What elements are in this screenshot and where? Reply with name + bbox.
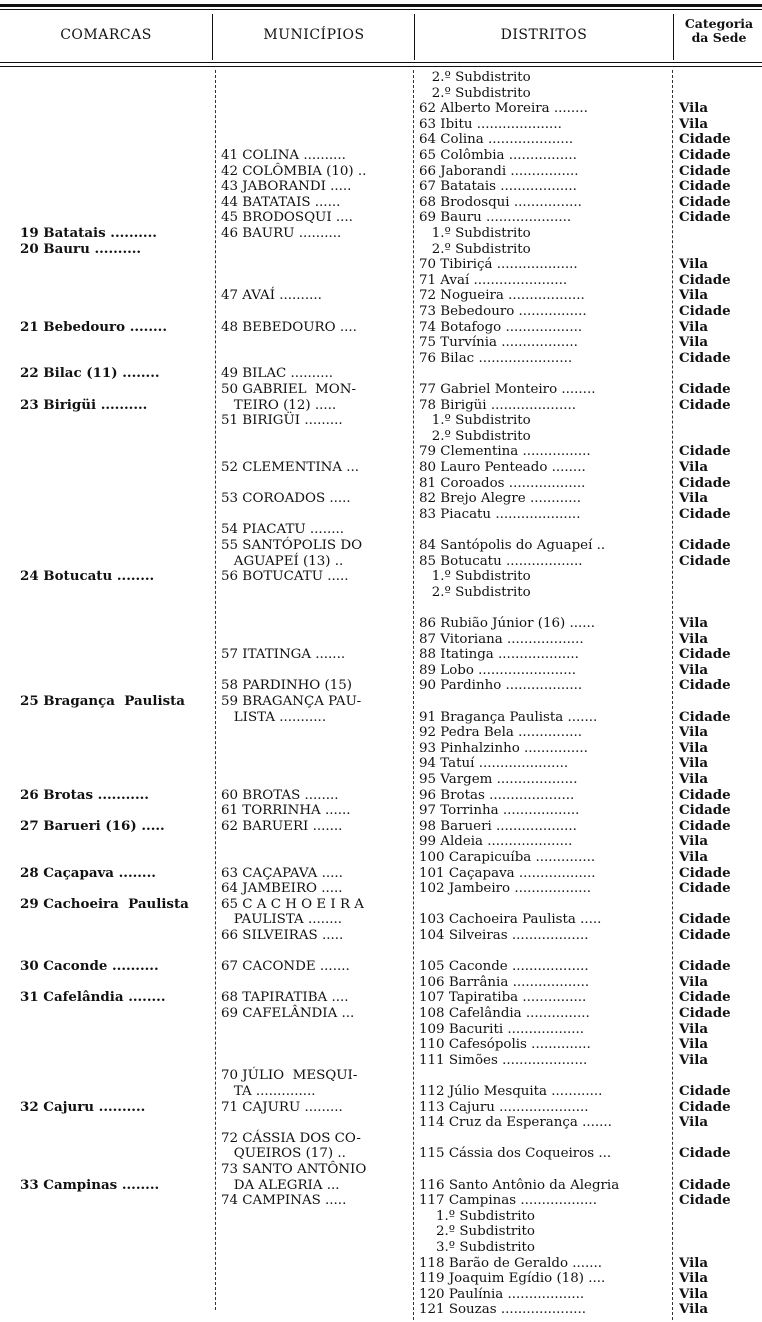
municipio-cell: 60 BROTAS ........ [221,787,339,803]
categoria-cell: Cidade [679,381,731,397]
distrito-cell: 89 Lobo ....................... [419,662,577,678]
municipio-cell: 65 C A C H O E I R A [221,896,364,912]
comarca-cell: 33 Campinas ........ [20,1176,160,1193]
comarca-cell: 25 Bragança Paulista [20,693,185,709]
categoria-cell: Vila [679,1114,709,1131]
categoria-cell: Cidade [679,864,731,881]
categoria-cell: Cidade [679,162,731,179]
distrito-cell: 117 Campinas .................. [419,1193,597,1209]
categoria-cell: Cidade [679,1145,731,1162]
municipio-cell: 59 BRAGANÇA PAU- [221,694,362,709]
distrito-cell: 63 Ibitu .................... [419,116,562,132]
municipio-cell: 72 CÁSSIA DOS CO- [221,1130,361,1146]
municipio-cell: 62 BARUERI ....... [221,818,343,834]
categoria-cell: Vila [679,490,709,507]
categoria-cell: Cidade [679,646,731,663]
municipio-cell: 56 BOTUCATU ..... [221,569,349,585]
column-divider-municipios [414,14,415,60]
distrito-cell: 121 Souzas .................... [419,1302,586,1318]
distrito-cell: 95 Vargem ................... [419,772,578,787]
municipio-cell: 73 SANTO ANTÔNIO [221,1162,367,1177]
municipio-cell: LISTA ........... [221,709,327,725]
municipio-cell: 58 PARDINHO (15) [221,678,352,694]
comarca-cell: 26 Brotas ........... [20,786,149,803]
comarca-cell: 28 Caçapava ........ [20,864,156,881]
header-distritos: DISTRITOS [500,27,588,43]
distrito-cell: 3.º Subdistrito [419,1240,535,1255]
distrito-cell: 112 Júlio Mesquita ............ [419,1084,603,1099]
distrito-cell: 62 Alberto Moreira ........ [419,101,588,117]
municipio-cell: 71 CAJURU ......... [221,1099,343,1115]
distrito-cell: 2.º Subdistrito [419,1224,535,1240]
categoria-cell: Cidade [679,303,731,319]
municipio-cell: 50 GABRIEL MON- [221,382,356,397]
municipio-cell: 47 AVAÍ .......... [221,288,322,304]
municipio-cell: QUEIROS (17) .. [221,1146,346,1162]
distrito-cell: 81 Coroados .................. [419,475,586,491]
categoria-cell: Vila [679,100,709,117]
distrito-cell: 77 Gabriel Monteiro ........ [419,382,596,397]
distrito-cell: 115 Cássia dos Coqueiros ... [419,1146,612,1162]
categoria-cell: Cidade [679,552,731,569]
categoria-cell: Cidade [679,474,731,491]
municipio-cell: 64 JAMBEIRO ..... [221,881,343,897]
categoria-cell: Vila [679,318,709,335]
categoria-cell: Vila [679,771,709,787]
column-dots-comarcas [215,70,216,1310]
header-categoria: Categoria da Sede [684,16,754,45]
comarca-cell: 27 Barueri (16) ..... [20,817,165,834]
distrito-cell: 120 Paulínia .................. [419,1286,585,1302]
comarca-cell: 19 Batatais .......... [20,225,157,241]
distrito-cell: 1.º Subdistrito [419,1208,535,1224]
comarca-cell: 20 Bauru .......... [20,240,142,257]
categoria-cell: Vila [679,833,709,850]
categoria-cell: Vila [679,1036,709,1053]
distrito-cell: 86 Rubião Júnior (16) ...... [419,616,596,631]
categoria-cell: Cidade [679,880,731,897]
categoria-cell: Vila [679,1020,709,1037]
municipio-cell: 61 TORRINHA ...... [221,803,351,819]
distrito-cell: 116 Santo Antônio da Alegria [419,1177,620,1193]
column-dots-distritos [672,70,673,1320]
distrito-cell: 74 Botafogo .................. [419,319,583,335]
distrito-cell: 75 Turvínia .................. [419,335,578,351]
categoria-cell: Vila [679,334,709,351]
distrito-cell: 76 Bilac ...................... [419,350,573,366]
comarca-cell: 22 Bilac (11) ........ [20,365,160,382]
categoria-cell: Cidade [679,708,731,725]
categoria-cell: Cidade [679,349,731,366]
categoria-cell: Cidade [679,927,731,943]
municipio-cell: 43 JABORANDI ..... [221,179,352,195]
categoria-cell: Cidade [679,505,731,522]
comarca-cell: 23 Birigüi .......... [20,396,148,413]
column-dots-municipios [413,70,414,1320]
municipio-cell: TA .............. [221,1084,316,1099]
categoria-cell: Cidade [679,209,731,226]
distrito-cell: 114 Cruz da Esperança ....... [419,1115,612,1131]
distrito-cell: 108 Cafelândia ............... [419,1006,590,1021]
municipio-cell: 68 TAPIRATIBA .... [221,990,349,1006]
distrito-cell: 1.º Subdistrito [419,569,531,585]
top-rule-thin [0,9,762,10]
municipio-cell: 66 SILVEIRAS ..... [221,928,344,943]
distrito-cell: 85 Botucatu .................. [419,553,583,569]
municipio-cell: 53 COROADOS ..... [221,491,351,507]
categoria-cell: Vila [679,724,709,741]
municipio-cell: 41 COLINA .......... [221,148,346,163]
categoria-cell: Cidade [679,911,731,928]
categoria-cell: Vila [679,973,709,990]
categoria-cell: Vila [679,1270,709,1287]
distrito-cell: 101 Caçapava .................. [419,865,596,881]
municipio-cell: 44 BATATAIS ...... [221,194,341,210]
distrito-cell: 119 Joaquim Egídio (18) .... [419,1271,606,1287]
distrito-cell: 83 Piacatu .................... [419,506,581,522]
distrito-cell: 105 Caconde .................. [419,959,589,975]
municipio-cell: 46 BAURU .......... [221,226,342,241]
distrito-cell: 73 Bebedouro ................ [419,304,587,319]
distrito-cell: 67 Batatais .................. [419,179,577,195]
distrito-cell: 88 Itatinga ................... [419,647,579,663]
distrito-cell: 2.º Subdistrito [419,428,531,444]
comarca-cell: 30 Caconde .......... [20,958,159,975]
distrito-cell: 69 Bauru .................... [419,210,572,226]
categoria-cell: Vila [679,1285,709,1302]
header-rule-2 [0,66,762,67]
distrito-cell: 100 Carapicuíba .............. [419,850,596,865]
categoria-cell: Cidade [679,443,731,460]
categoria-cell: Cidade [679,193,731,210]
categoria-cell: Cidade [679,802,731,819]
distrito-cell: 106 Barrânia .................. [419,974,590,990]
distrito-cell: 68 Brodosqui ................ [419,194,582,210]
categoria-cell: Cidade [679,1083,731,1099]
categoria-cell: Vila [679,459,709,475]
municipio-cell: TEIRO (12) ..... [221,397,337,413]
distrito-cell: 64 Colina .................... [419,132,574,148]
municipio-cell: 63 CAÇAPAVA ..... [221,865,343,881]
distrito-cell: 71 Avaí ...................... [419,272,568,288]
categoria-cell: Vila [679,1051,709,1068]
categoria-cell: Cidade [679,1098,731,1115]
distrito-cell: 93 Pinhalzinho ............... [419,740,588,756]
municipio-cell: AGUAPEÍ (13) .. [221,553,344,569]
distrito-cell: 1.º Subdistrito [419,226,531,241]
comarca-cell: 29 Cachoeira Paulista [20,895,189,912]
municipio-cell: PAULISTA ........ [221,912,343,928]
distrito-cell: 99 Aldeia .................... [419,834,573,850]
municipio-cell: 54 PIACATU ........ [221,522,344,538]
distrito-cell: 2.º Subdistrito [419,85,531,101]
distrito-cell: 97 Torrinha .................. [419,803,580,819]
categoria-cell: Vila [679,287,709,304]
categoria-cell: Cidade [679,396,731,413]
top-rule-thick [0,4,762,7]
distrito-cell: 78 Birigüi .................... [419,397,576,413]
municipio-cell: 52 CLEMENTINA ... [221,460,360,475]
categoria-cell: Vila [679,661,709,678]
categoria-cell: Cidade [679,1005,731,1021]
categoria-cell: Cidade [679,817,731,834]
header-rule-1 [0,62,762,63]
distrito-cell: 66 Jaborandi ................ [419,163,579,179]
header-municipios: MUNICÍPIOS [263,27,365,43]
distrito-cell: 2.º Subdistrito [419,241,531,257]
categoria-cell: Cidade [679,131,731,148]
header-comarcas: COMARCAS [60,27,152,43]
categoria-cell: Cidade [679,178,731,195]
municipio-cell: DA ALEGRIA ... [221,1177,340,1193]
categoria-cell: Vila [679,1301,709,1318]
municipio-cell: 48 BEBEDOURO .... [221,319,357,335]
municipio-cell: 49 BILAC .......... [221,366,334,382]
distrito-cell: 79 Clementina ................ [419,444,591,460]
distrito-cell: 102 Jambeiro .................. [419,881,591,897]
categoria-cell: Cidade [679,1192,731,1209]
distrito-cell: 113 Cajuru ..................... [419,1099,589,1115]
distrito-cell: 2.º Subdistrito [419,70,531,85]
municipio-cell: 74 CAMPINAS ..... [221,1193,347,1209]
comarca-cell: 32 Cajuru .......... [20,1098,146,1115]
distrito-cell: 92 Pedra Bela ............... [419,725,582,741]
categoria-cell: Cidade [679,786,731,803]
categoria-cell: Cidade [679,677,731,694]
distrito-cell: 110 Cafesópolis .............. [419,1037,591,1053]
distrito-cell: 104 Silveiras .................. [419,928,589,943]
municipio-cell: 55 SANTÓPOLIS DO [221,538,363,553]
categoria-cell: Cidade [679,147,731,163]
municipio-cell: 51 BIRIGÜI ......... [221,413,343,429]
distrito-cell: 87 Vitoriana .................. [419,631,584,647]
distrito-cell: 84 Santópolis do Aguapeí .. [419,538,606,553]
comarca-cell: 21 Bebedouro ........ [20,318,167,335]
municipio-cell: 67 CACONDE ....... [221,959,350,975]
distrito-cell: 72 Nogueira .................. [419,288,585,304]
distrito-cell: 65 Colômbia ................ [419,148,577,163]
distrito-cell: 70 Tibiriçá ................... [419,257,578,273]
distrito-cell: 98 Barueri ................... [419,818,577,834]
distrito-cell: 118 Barão de Geraldo ....... [419,1255,603,1271]
comarca-cell: 24 Botucatu ........ [20,568,155,585]
categoria-cell: Vila [679,256,709,273]
distrito-cell: 2.º Subdistrito [419,584,531,600]
categoria-cell: Cidade [679,271,731,288]
municipio-cell: 45 BRODOSQUI .... [221,210,353,226]
categoria-cell: Vila [679,115,709,132]
distrito-cell: 82 Brejo Alegre ............ [419,491,582,507]
municipio-cell: 69 CAFELÂNDIA ... [221,1006,355,1021]
column-divider-distritos [673,14,674,60]
distrito-cell: 111 Simões .................... [419,1052,588,1068]
municipio-cell: 70 JÚLIO MESQUI- [221,1068,358,1084]
categoria-cell: Vila [679,755,709,772]
categoria-cell: Vila [679,615,709,631]
categoria-cell: Vila [679,849,709,865]
distrito-cell: 91 Bragança Paulista ....... [419,709,598,725]
comarca-cell: 31 Cafelândia ........ [20,989,166,1006]
distrito-cell: 107 Tapiratiba ............... [419,990,587,1006]
distrito-cell: 94 Tatuí ..................... [419,756,569,772]
municipio-cell: 57 ITATINGA ....... [221,647,346,663]
categoria-cell: Cidade [679,1176,731,1193]
distrito-cell: 103 Cachoeira Paulista ..... [419,912,602,928]
distrito-cell: 1.º Subdistrito [419,413,531,429]
distrito-cell: 96 Brotas .................... [419,787,575,803]
column-divider-comarcas [212,14,213,60]
categoria-cell: Vila [679,630,709,647]
categoria-cell: Cidade [679,958,731,975]
distrito-cell: 109 Bacuriti .................. [419,1021,584,1037]
categoria-cell: Cidade [679,537,731,553]
categoria-cell: Vila [679,739,709,756]
categoria-cell: Cidade [679,989,731,1006]
categoria-cell: Vila [679,1254,709,1271]
distrito-cell: 80 Lauro Penteado ........ [419,460,586,475]
distrito-cell: 90 Pardinho .................. [419,678,583,694]
municipio-cell: 42 COLÔMBIA (10) .. [221,163,367,179]
